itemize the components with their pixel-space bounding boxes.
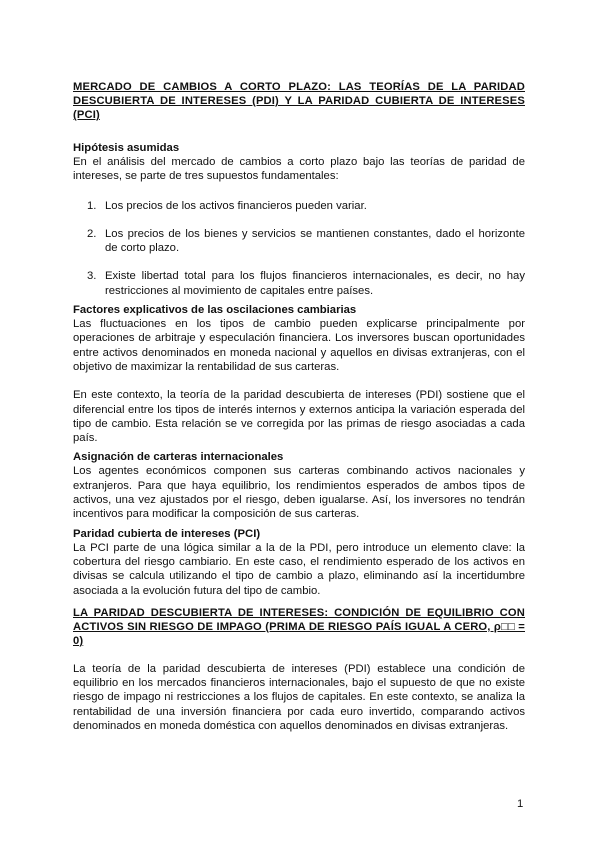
paragraph-hipotesis-intro: En el análisis del mercado de cambios a corto plazo bajo las teorías de paridad de intereses, se parte de tres supuestos fundamentales: <box>73 156 525 183</box>
paragraph-pdi: La teoría de la paridad descubierta de intereses (PDI) establece una condición de equilibrio en los mercados financieros internacionales, bajo el supuesto de que no existe riesgo de impago ni restricciones a los flujos de capitales. En este contexto, se analiza la rentabilidad de una inversión financiera por cada euro invertido, comparando activos denominados en moneda doméstica con aquellos denominados en divisas extranjeras. <box>73 662 525 733</box>
main-title: MERCADO DE CAMBIOS A CORTO PLAZO: LAS TEORÍAS DE LA PARIDAD DESCUBIERTA DE INTERESES (PDI) Y LA PARIDAD CUBIERTA DE INTERESES (PCI) <box>73 81 525 121</box>
document-page <box>73 80 525 733</box>
list-item <box>73 227 525 256</box>
list-text: Existe libertad total para los flujos financieros internacionales, es decir, no hay restricciones al movimiento de capitales entre países. <box>105 270 525 297</box>
paragraph-asignacion: Los agentes económicos componen sus carteras combinando activos nacionales y extranjeros. Para que haya equilibrio, los rendimientos esperados de ambos tipos de activos, una vez ajustados por el riesgo, deben igualarse. Así, los inversores no tendrán incentivos para modificar la composición de sus carteras. <box>73 465 525 521</box>
page-number: 1 <box>517 798 524 810</box>
list-item <box>73 199 525 213</box>
list-text: Los precios de los bienes y servicios se mantienen constantes, dado el horizonte de corto plazo. <box>105 227 525 255</box>
paragraph-factores-1: Las fluctuaciones en los tipos de cambio pueden explicarse principalmente por operaciones de arbitraje y especulación financiera. Los inversores buscan oportunidades entre activos denominados en moneda nacional y aquellos en divisas extranjeras, con el objetivo de maximizar la rentabilidad de sus carteras. <box>73 318 525 373</box>
list-number: 1. <box>87 199 97 212</box>
heading-factores: Factores explicativos de las oscilaciones cambiarias <box>73 304 357 317</box>
list-number: 2. <box>87 227 97 240</box>
heading-asignacion: Asignación de carteras internacionales <box>73 451 284 464</box>
list-number: 3. <box>87 270 97 283</box>
list-text: Los precios de los activos financieros pueden variar. <box>105 199 367 212</box>
list-item <box>73 269 525 298</box>
paragraph-pci: La PCI parte de una lógica similar a la de la PDI, pero introduce un elemento clave: la cobertura del riesgo cambiario. En este caso, el rendimiento esperado de los activos en divisas se calcula utilizando el tipo de cambio a plazo, eliminando así la incertidumbre asociada a la evolución futura del tipo de cambio. <box>73 541 525 597</box>
assumptions-list <box>73 199 525 298</box>
heading-hipotesis: Hipótesis asumidas <box>73 142 180 154</box>
heading-pci: Paridad cubierta de intereses (PCI) <box>73 527 261 540</box>
section-title-pdi: LA PARIDAD DESCUBIERTA DE INTERESES: CONDICIÓN DE EQUILIBRIO CON ACTIVOS SIN RIESGO DE IMPAGO (PRIMA DE RIESGO PAÍS IGUAL A CERO, ρ□□ = 0) <box>73 606 525 647</box>
paragraph-factores-2: En este contexto, la teoría de la paridad descubierta de intereses (PDI) sostiene que el diferencial entre los tipos de interés internos y externos anticipa la variación esperada del tipo de cambio. Esta relación se ve corregida por las primas de riesgo asociadas a cada país. <box>73 389 525 445</box>
